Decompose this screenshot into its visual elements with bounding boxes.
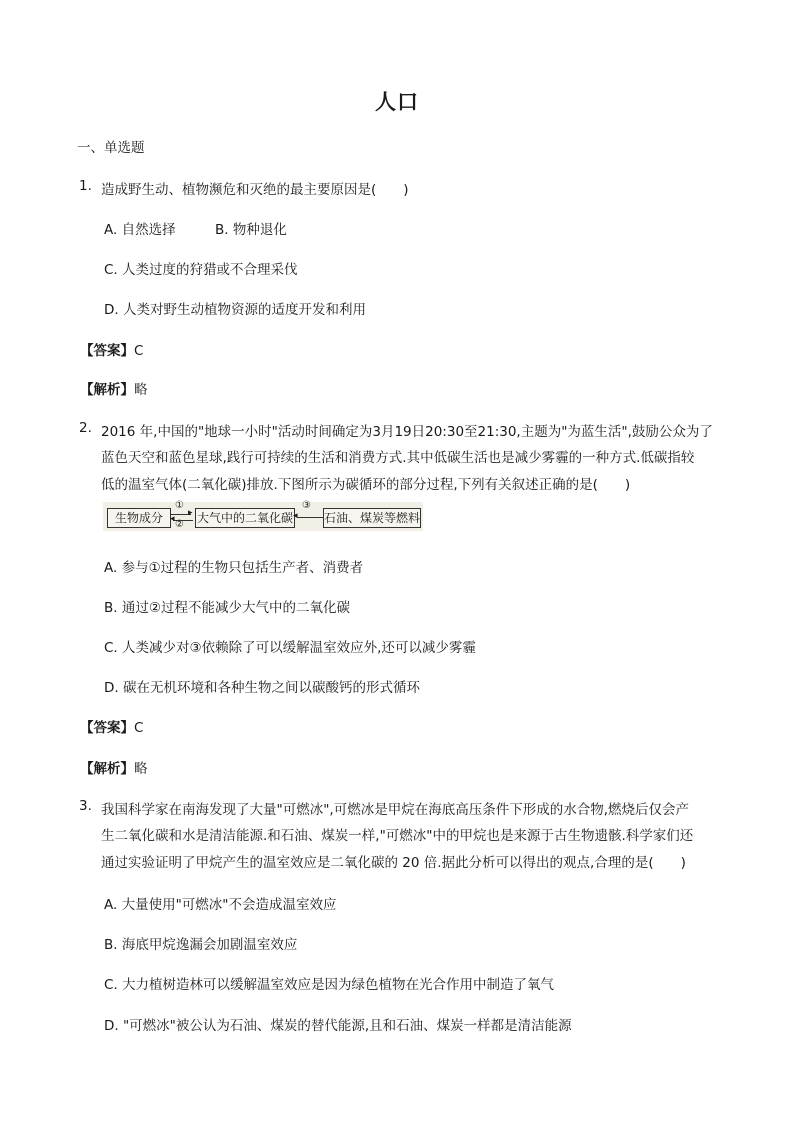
- question-3-text-line-2: 生二氧化碳和水是清洁能源.和石油、煤炭一样,"可燃冰"中的甲烷也是来源于古生物遗骸.科学家们还: [101, 828, 694, 844]
- question-2-analysis: [80, 757, 148, 777]
- arrow-head-left-icon: ◂: [293, 511, 298, 521]
- analysis-value: 略: [134, 761, 148, 777]
- answer-tag: 【答案】: [80, 343, 134, 359]
- arrow-head-left-icon: ◂: [170, 514, 175, 524]
- question-3-text-line-1: 我国科学家在南海发现了大量"可燃冰",可燃冰是甲烷在海底高压条件下形成的水合物,燃烧后仅会产: [101, 802, 690, 818]
- analysis-tag: 【解析】: [80, 382, 134, 398]
- question-1-option-b: B. 物种退化: [215, 222, 287, 238]
- page-title: 人口: [375, 90, 419, 114]
- analysis-value: 略: [134, 382, 148, 398]
- question-3-number: 3.: [79, 798, 92, 814]
- diagram-label-3: ③: [302, 500, 311, 511]
- arrow-head-right-icon: ▸: [188, 508, 193, 518]
- question-1-text: 造成野生动、植物濒危和灭绝的最主要原因是( ): [101, 182, 409, 198]
- question-2-option-d: D. 碳在无机环境和各种生物之间以碳酸钙的形式循环: [104, 680, 420, 696]
- question-1-option-d: D. 人类对野生动植物资源的适度开发和利用: [104, 302, 366, 318]
- question-2-option-c: C. 人类减少对③依赖除了可以缓解温室效应外,还可以减少雾霾: [104, 640, 476, 656]
- diagram-box-fossil-fuels: 石油、煤炭等燃料: [323, 508, 421, 528]
- diagram-arrow-3: [297, 517, 323, 518]
- question-2-answer: [80, 716, 143, 736]
- question-3-option-c: C. 大力植树造林可以缓解温室效应是因为绿色植物在光合作用中制造了氧气: [104, 977, 555, 993]
- question-2-text-line-3: 低的温室气体(二氧化碳)排放.下图所示为碳循环的部分过程,下列有关叙述正确的是( ): [101, 477, 631, 493]
- question-2-text-line-2: 蓝色天空和蓝色星球,践行可持续的生活和消费方式.其中低碳生活也是减少雾霾的一种方式.低碳指较: [101, 450, 695, 466]
- diagram-label-1: ①: [175, 500, 184, 511]
- question-1-option-c: C. 人类过度的狩猎或不合理采伐: [104, 262, 298, 278]
- question-1-option-a: A. 自然选择: [104, 222, 176, 238]
- question-1-analysis: [80, 378, 148, 398]
- section-heading: 一、单选题: [77, 140, 145, 156]
- analysis-tag: 【解析】: [80, 761, 134, 777]
- question-1-number: 1.: [79, 178, 92, 194]
- diagram-label-2: ②: [175, 519, 184, 530]
- question-1-answer: [80, 339, 143, 359]
- question-2-number: 2.: [79, 420, 92, 436]
- question-2-option-a: A. 参与①过程的生物只包括生产者、消费者: [104, 560, 364, 576]
- answer-value: C: [134, 720, 144, 736]
- question-3-option-b: B. 海底甲烷逸漏会加剧温室效应: [104, 937, 298, 953]
- diagram-box-organisms: 生物成分: [107, 508, 171, 528]
- question-2-text-line-1: 2016 年,中国的"地球一小时"活动时间确定为3月19日20:30至21:30,主题为"为蓝生活",鼓励公众为了: [101, 424, 713, 440]
- answer-value: C: [134, 343, 144, 359]
- answer-tag: 【答案】: [80, 720, 134, 736]
- question-3-text-line-3: 通过实验证明了甲烷产生的温室效应是二氧化碳的 20 倍.据此分析可以得出的观点,合理的是( ): [101, 855, 686, 871]
- question-3-option-d: D. "可燃冰"被公认为石油、煤炭的替代能源,且和石油、煤炭一样都是清洁能源: [104, 1018, 572, 1034]
- diagram-box-atmosphere-co2: 大气中的二氧化碳: [195, 508, 295, 528]
- carbon-cycle-diagram: [103, 502, 423, 531]
- question-3-option-a: A. 大量使用"可燃冰"不会造成温室效应: [104, 897, 337, 913]
- question-2-option-b: B. 通过②过程不能减少大气中的二氧化碳: [104, 600, 350, 616]
